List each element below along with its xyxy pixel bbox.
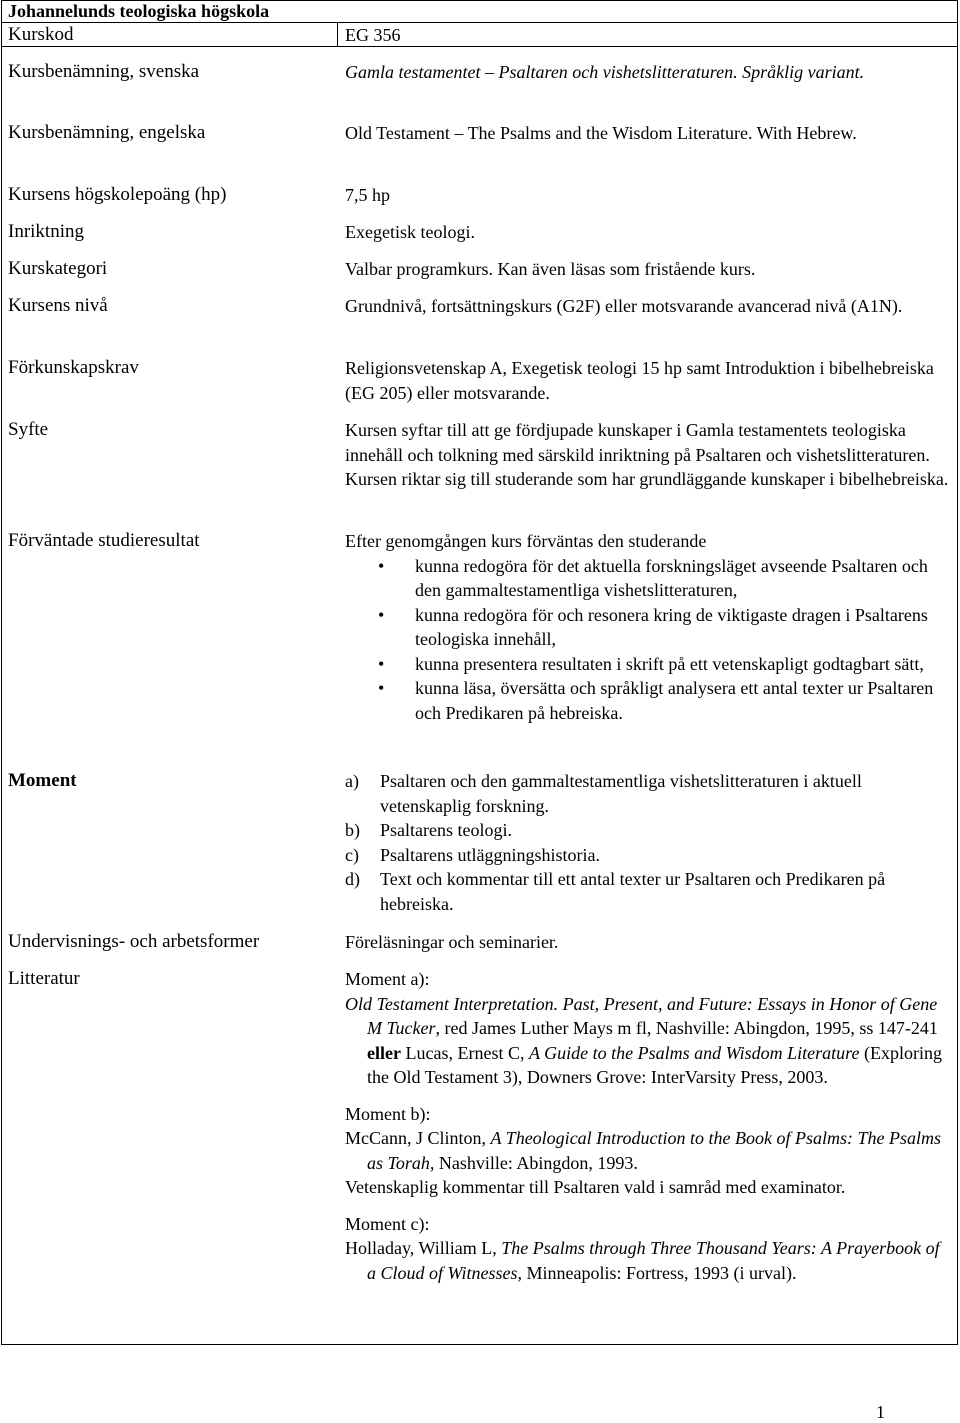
value-name-sv: Gamla testamentet – Psaltaren och vishetslitteraturen. Språklig variant. bbox=[345, 62, 865, 82]
list-marker: b) bbox=[345, 820, 360, 840]
list-text: Psaltaren och den gammaltestamentliga vishetslitteraturen i aktuell vetenskaplig forskning. bbox=[380, 771, 862, 816]
outcomes-intro: Efter genomgången kurs förväntas den studerande bbox=[345, 531, 707, 551]
ref-text: McCann, J Clinton, bbox=[345, 1128, 491, 1148]
list-item bbox=[345, 843, 950, 868]
lit-ref-c bbox=[345, 1236, 950, 1285]
label-prereq: Förkunskapskrav bbox=[8, 357, 139, 378]
lit-ref-a bbox=[345, 992, 950, 1090]
divider bbox=[337, 22, 338, 46]
value-level: Grundnivå, fortsättningskurs (G2F) eller motsvarande avancerad nivå (A1N). bbox=[345, 296, 903, 316]
list-item: • kunna presentera resultaten i skrift på ett vetenskapligt godtagbart sätt, bbox=[345, 652, 950, 677]
page-number: 1 bbox=[876, 1402, 885, 1422]
spacer bbox=[345, 1090, 950, 1102]
value-moment bbox=[345, 769, 950, 916]
label-credits: Kursens högskolepoäng (hp) bbox=[8, 184, 227, 205]
list-item bbox=[345, 818, 950, 843]
ref-text: (Exploring the Old Testament 3), Downers Grove: InterVarsity Press, 2003. bbox=[367, 1042, 942, 1087]
label-category: Kurskategori bbox=[8, 258, 108, 279]
ref-title: A Theological Introduction to the Book of Psalms: The Psalms as Torah, bbox=[367, 1128, 941, 1173]
label-name-sv: Kursbenämning, svenska bbox=[8, 61, 200, 82]
ref-title: A Guide to the Psalms and Wisdom Literature bbox=[528, 1042, 860, 1063]
ref-or: eller bbox=[367, 1042, 401, 1063]
value-category: Valbar programkurs. Kan även läsas som fristående kurs. bbox=[345, 259, 756, 279]
value-teaching: Föreläsningar och seminarier. bbox=[345, 932, 559, 952]
ref-text: Lucas, Ernest C, bbox=[400, 1042, 529, 1063]
list-text: Psaltarens utläggningshistoria. bbox=[380, 844, 600, 865]
lit-heading-c: Moment c): bbox=[345, 1213, 430, 1234]
lit-heading-a: Moment a): bbox=[345, 969, 430, 989]
value-orientation: Exegetisk teologi. bbox=[345, 222, 475, 242]
ref-text: Nashville: Abingdon, 1993. bbox=[434, 1152, 638, 1173]
moment-list bbox=[345, 769, 950, 916]
list-item: • kunna läsa, översätta och språkligt analysera ett antal texter ur Psaltaren och Predikaren på hebreiska. bbox=[345, 676, 950, 725]
list-text: Psaltarens teologi. bbox=[380, 820, 512, 840]
label-outcomes: Förväntade studieresultat bbox=[8, 530, 200, 551]
value-outcomes bbox=[345, 529, 950, 725]
ref-text: Holladay, William L, bbox=[345, 1238, 502, 1258]
label-teaching: Undervisnings- och arbetsformer bbox=[8, 931, 260, 952]
list-marker: d) bbox=[345, 869, 360, 889]
lit-note-b: Vetenskaplig kommentar till Psaltaren vald i samråd med examinator. bbox=[345, 1177, 846, 1197]
outcomes-list bbox=[345, 554, 950, 726]
value-credits: 7,5 hp bbox=[345, 185, 390, 205]
list-text: Text och kommentar till ett antal texter ur Psaltaren och Predikaren på hebreiska. bbox=[380, 869, 886, 914]
value-course-code: EG 356 bbox=[345, 25, 401, 45]
spacer bbox=[345, 1200, 950, 1212]
ref-text: Minneapolis: Fortress, 1993 (i urval). bbox=[522, 1262, 797, 1283]
lit-heading-b: Moment b): bbox=[345, 1103, 431, 1124]
divider bbox=[1, 46, 958, 47]
label-course-code: Kurskod bbox=[8, 24, 74, 45]
list-item bbox=[345, 769, 950, 818]
label-purpose: Syfte bbox=[8, 419, 49, 440]
ref-title: Old Testament Interpretation. Past, Present, and Future: Essays in Honor of Gene M Tucker bbox=[345, 993, 938, 1038]
label-level: Kursens nivå bbox=[8, 295, 108, 316]
value-purpose: Kursen syftar till att ge fördjupade kunskaper i Gamla testamentets teologiska innehåll och tolkning med särskild inriktning på Psaltaren och vishetslitteraturen. Kursen riktar sig till studerande som har grundläggande kunskaper i bibelhebreiska. bbox=[345, 420, 949, 489]
list-item: • kunna redogöra för och resonera kring de viktigaste dragen i Psaltarens teologiska innehåll, bbox=[345, 603, 950, 652]
label-moment: Moment bbox=[8, 770, 77, 791]
value-prereq: Religionsvetenskap A, Exegetisk teologi 15 hp samt Introduktion i bibelhebreiska (EG 205) eller motsvarande. bbox=[345, 358, 934, 403]
ref-text: , red James Luther Mays m fl, Nashville: Abingdon, 1995, ss 147-241 bbox=[435, 1018, 938, 1038]
list-item bbox=[345, 867, 950, 916]
ref-title: The Psalms through Three Thousand Years: A Prayerbook of a Cloud of Witnesses, bbox=[367, 1238, 940, 1283]
value-name-en: Old Testament – The Psalms and the Wisdom Literature. With Hebrew. bbox=[345, 123, 857, 143]
institution-name: Johannelunds teologiska högskola bbox=[8, 1, 270, 21]
label-literature: Litteratur bbox=[8, 968, 80, 989]
lit-ref-b bbox=[345, 1126, 950, 1175]
list-item: • kunna redogöra för det aktuella forskningsläget avseende Psaltaren och den gammaltestamentliga vishetslitteraturen, bbox=[345, 554, 950, 603]
label-name-en: Kursbenämning, engelska bbox=[8, 122, 206, 143]
list-marker: a) bbox=[345, 771, 359, 791]
list-marker: c) bbox=[345, 844, 359, 865]
value-literature bbox=[345, 967, 950, 1285]
label-orientation: Inriktning bbox=[8, 221, 84, 242]
